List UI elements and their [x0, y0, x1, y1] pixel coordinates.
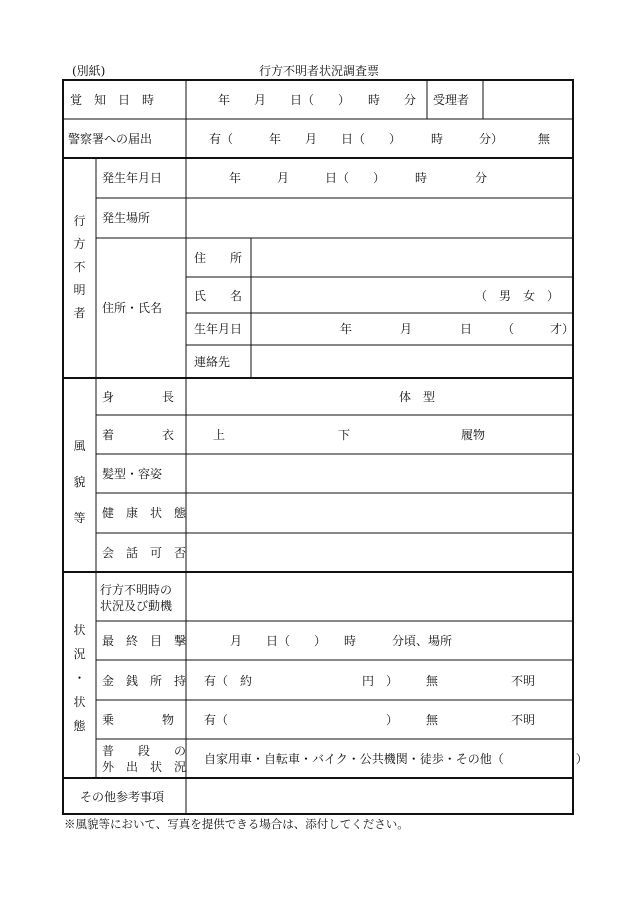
money-yen: 円 ） — [362, 674, 399, 688]
section-char: 貌 — [73, 475, 86, 489]
form-title: 行方不明者状況調査票 — [259, 64, 380, 78]
height-label: 身 長 — [102, 390, 175, 404]
police-report-no: 無 — [538, 132, 551, 146]
addr-name-label: 住所・氏名 — [102, 301, 163, 315]
appearance-section-label — [63, 428, 96, 536]
footnote: ※風貌等において、写真を提供できる場合は、添付してください。 — [64, 817, 409, 831]
section-char: 等 — [73, 511, 86, 525]
attachment-label: (別紙) — [72, 64, 106, 78]
section-char: 態 — [73, 719, 86, 733]
place-label: 発生場所 — [102, 211, 151, 225]
status-section-label — [63, 618, 96, 738]
lower-clothes-label: 下 — [338, 428, 351, 442]
vehicle-close: ） — [386, 713, 399, 727]
money-label: 金 銭 所 持 — [102, 674, 187, 688]
outing-label-line1: 普 段 の — [102, 744, 187, 758]
body-type-label: 体 型 — [399, 390, 436, 404]
vehicle-yes: 有（ — [204, 713, 229, 727]
contact-label: 連絡先 — [194, 355, 231, 369]
section-char: 明 — [73, 283, 86, 297]
kakuchi-label: 覚 知 日 時 — [70, 93, 155, 107]
section-char: 風 — [73, 439, 86, 453]
missing-section-label — [63, 210, 96, 325]
hair-label: 髪型・容姿 — [102, 467, 163, 481]
section-char: 者 — [73, 306, 86, 320]
money-no: 無 — [426, 674, 439, 688]
motive-field[interactable] — [187, 573, 572, 620]
motive-label-line1: 行方不明時の — [100, 583, 173, 597]
section-char: 不 — [73, 260, 86, 274]
birth-label: 発生年月日 — [102, 171, 163, 185]
contact-field[interactable] — [252, 346, 572, 377]
other-notes-label: その他参考事項 — [80, 790, 165, 804]
vehicle-no: 無 — [426, 713, 439, 727]
section-char: ・ — [73, 671, 86, 685]
hair-field[interactable] — [187, 455, 572, 492]
address-label: 住 所 — [194, 251, 243, 265]
money-unknown: 不明 — [511, 674, 536, 688]
section-char: 行 — [73, 214, 86, 228]
dob-label: 生年月日 — [194, 322, 243, 336]
address-field[interactable] — [252, 239, 572, 276]
gender-selector[interactable]: （ 男 女 ） — [475, 289, 560, 303]
name-field[interactable] — [252, 278, 472, 312]
talk-label: 会 話 可 否 — [102, 546, 187, 560]
health-label: 健 康 状 態 — [102, 506, 187, 520]
receiver-label: 受理者 — [433, 93, 470, 107]
birth-value: 年 月 日（ ） 時 分 — [229, 171, 488, 185]
talk-field[interactable] — [187, 534, 572, 571]
police-report-label: 警察署への届出 — [68, 132, 153, 146]
vehicle-label: 乗 物 — [102, 713, 175, 727]
clothes-label: 着 衣 — [102, 428, 175, 442]
vehicle-unknown: 不明 — [511, 713, 536, 727]
place-field[interactable] — [187, 199, 572, 237]
last-seen-value: 月 日（ ） 時 分頃、場所 — [230, 634, 453, 648]
kakuchi-datetime: 年 月 日（ ） 時 分 — [218, 93, 417, 107]
motive-label-line2: 状況及び動機 — [100, 599, 173, 613]
outing-label-line2: 外 出 状 況 — [102, 760, 187, 774]
other-notes-field[interactable] — [187, 779, 572, 813]
police-report-yes: 有（ 年 月 日（ ） 時 分） — [209, 132, 504, 146]
receiver-field[interactable] — [484, 82, 572, 118]
shoes-label: 履物 — [461, 428, 486, 442]
money-yes: 有（ 約 — [204, 674, 253, 688]
section-char: 状 — [73, 695, 86, 709]
name-label: 氏 名 — [194, 289, 243, 303]
section-char: 況 — [73, 647, 86, 661]
section-char: 方 — [73, 237, 86, 251]
section-char: 状 — [73, 623, 86, 637]
outing-options: 自家用車・自転車・バイク・公共機関・徒歩・その他（ ） — [204, 752, 588, 766]
dob-value: 年 月 日 （ 才） — [340, 322, 575, 336]
last-seen-label: 最 終 目 撃 — [102, 634, 187, 648]
upper-clothes-label: 上 — [213, 428, 226, 442]
health-field[interactable] — [187, 494, 572, 532]
